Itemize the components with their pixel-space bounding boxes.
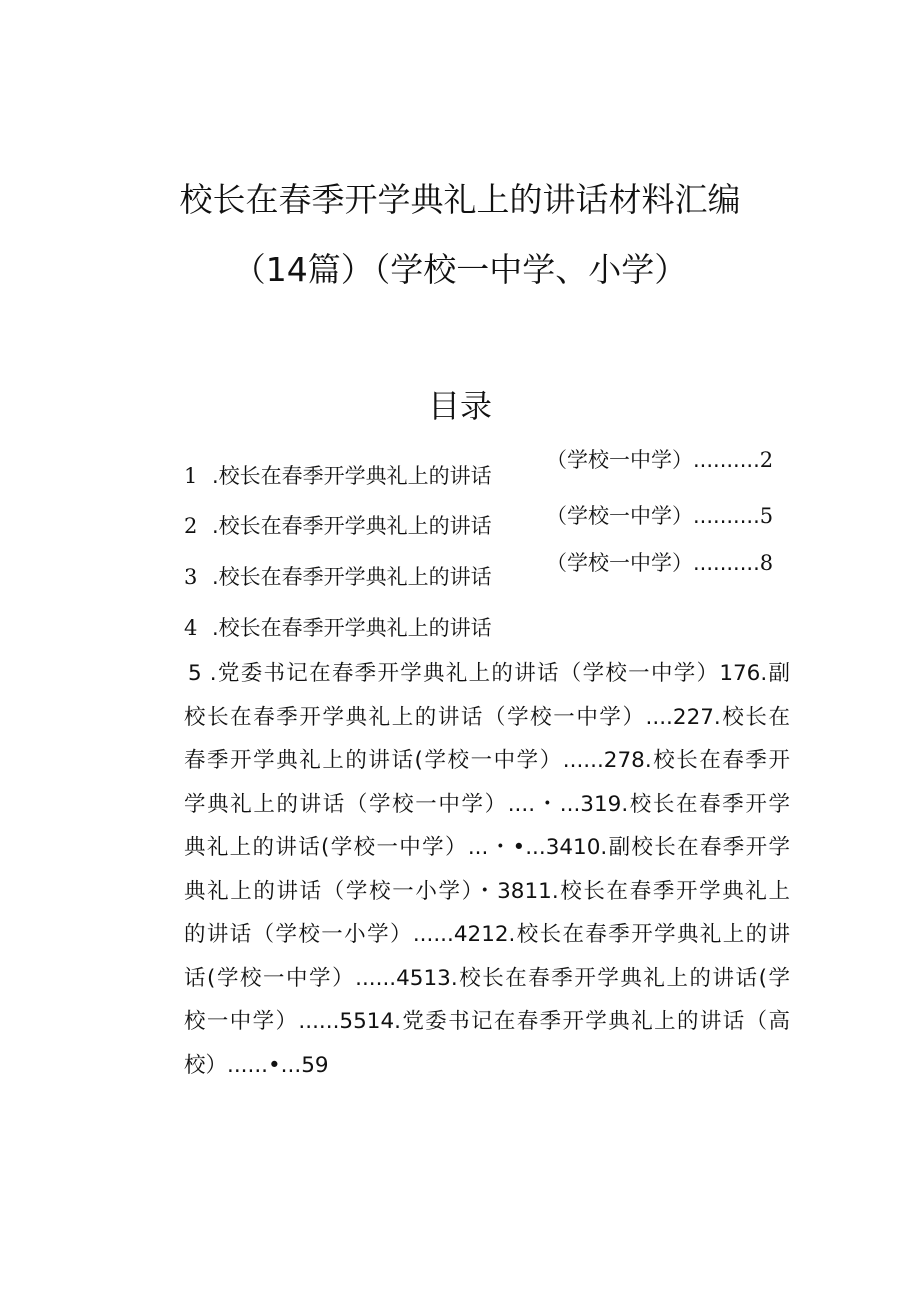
toc-paragraph-line: 话(学校一中学）......4513.校长在春季开学典礼上的讲话(学: [184, 965, 790, 991]
toc-paragraph-line: 的讲话（学校一小学）......4212.校长在春季开学典礼上的讲: [184, 922, 790, 947]
toc-continuation-paragraph: [184, 652, 790, 1087]
toc-item-number: 3: [184, 565, 198, 589]
toc-paragraph-line: 学典礼上的讲话（学校一中学）....・...319.校长在春季开学: [184, 791, 790, 817]
toc-item-suffix: [546, 446, 773, 474]
toc-paragraph-line: 校一中学）......5514.党委书记在春季开学典礼上的讲话（高: [184, 1009, 790, 1034]
toc-paragraph-line: 典礼上的讲话(学校一中学）...・•...3410.副校长在春季开学: [184, 835, 790, 860]
toc-item-suffix: [546, 549, 773, 577]
toc-item-suffix: [546, 502, 773, 530]
toc-item-text: .校长在春季开学典礼上的讲话: [212, 514, 492, 538]
toc-paragraph-line: 典礼上的讲话（学校一小学）・3811.校长在春季开学典礼上: [184, 878, 790, 904]
toc-item-dots: ..........: [693, 504, 760, 528]
toc-item: [184, 462, 492, 490]
toc-item-dots: ..........: [693, 551, 760, 575]
toc-item-school: （学校一中学）: [546, 551, 693, 575]
toc-item-page: 2: [759, 448, 774, 472]
toc-item-number: 4: [184, 616, 198, 640]
toc-paragraph-line: 校）......•...59: [184, 1052, 329, 1078]
toc-item-text: .校长在春季开学典礼上的讲话: [212, 616, 492, 640]
toc-item: [184, 563, 492, 591]
toc-item-number: 2: [184, 514, 198, 538]
toc-paragraph-line: 校长在春季开学典礼上的讲话（学校一中学）....227.校长在: [184, 704, 790, 730]
toc-paragraph-line: 春季开学典礼上的讲话(学校一中学）......278.校长在春季开: [184, 748, 790, 773]
toc-item-text: .校长在春季开学典礼上的讲话: [212, 464, 492, 488]
toc-item-text: .校长在春季开学典礼上的讲话: [212, 565, 492, 589]
toc-item: [184, 614, 492, 642]
toc-item-dots: ..........: [693, 448, 760, 472]
toc-item: [184, 512, 492, 540]
toc-heading: 目录: [427, 387, 492, 425]
toc-item-school: （学校一中学）: [546, 504, 693, 528]
toc-paragraph-line: 5 .党委书记在春季开学典礼上的讲话（学校一中学）176.副: [188, 661, 790, 686]
toc-item-number: 1: [184, 464, 198, 488]
document-title-line-1: 校长在春季开学典礼上的讲话材料汇编: [179, 180, 741, 219]
toc-item-page: 5: [759, 504, 774, 528]
toc-item-school: （学校一中学）: [546, 448, 693, 472]
document-title-line-2: （14篇）（学校一中学、小学）: [232, 250, 688, 289]
toc-item-page: 8: [759, 551, 774, 575]
